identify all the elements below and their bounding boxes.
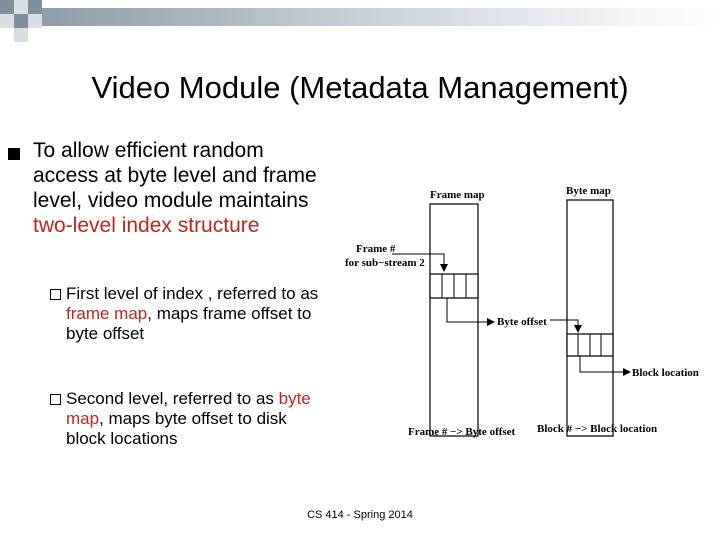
byte-map-column [567,200,613,436]
checker-square [14,28,28,42]
sub1-text-b: , maps frame offset to byte offset [66,304,312,343]
checker-square [28,0,42,14]
hollow-square-bullet-icon [50,289,61,300]
sub1-highlight: frame map [66,304,148,323]
frame-number-label-substream: for sub−stream 2 [345,257,425,269]
checker-square [28,14,42,28]
frame-number-label: Frame # [356,243,396,255]
byte-map-label: Byte map [566,185,611,197]
bullet-highlight: two-level index structure [33,214,260,237]
byte-offset-label: Byte offset [497,316,547,328]
checker-square [14,14,28,28]
block-location-arrow [580,356,630,372]
sub2-text-b: , maps byte offset to disk block locations [66,409,287,448]
checker-square [14,0,28,14]
main-bullet-text [33,138,323,238]
sub1-text-a: First level of index , referred to as [66,284,319,303]
decorative-header [0,0,720,40]
block-location-label: Block location [632,367,699,379]
frame-map-label: Frame map [430,189,485,201]
sub2-text-a: Second level, referred to as [66,389,279,408]
hollow-square-bullet-icon [50,394,61,405]
slide-title: Video Module (Metadata Management) [91,70,629,105]
checker-square [0,14,14,28]
byte-offset-to-byte-map-arrow [550,320,578,332]
sub-bullet-2 [66,389,326,449]
header-gradient-bar [40,8,720,26]
bullet-square-icon [8,148,20,160]
frame-map-column [430,204,478,436]
sub-bullet-1 [66,284,326,344]
frame-map-caption: Frame # −> Byte offset [408,426,516,438]
two-level-index-diagram [340,172,700,452]
sub2-highlight: byte map [66,389,311,428]
byte-map-caption: Block # −> Block location [537,423,658,435]
checker-square [0,0,14,14]
bullet-intro: To allow efficient random access at byte level and frame level, video module maintains [33,139,317,212]
footer-course-label: CS 414 - Spring 2014 [307,509,413,521]
byte-offset-arrow [447,298,494,322]
